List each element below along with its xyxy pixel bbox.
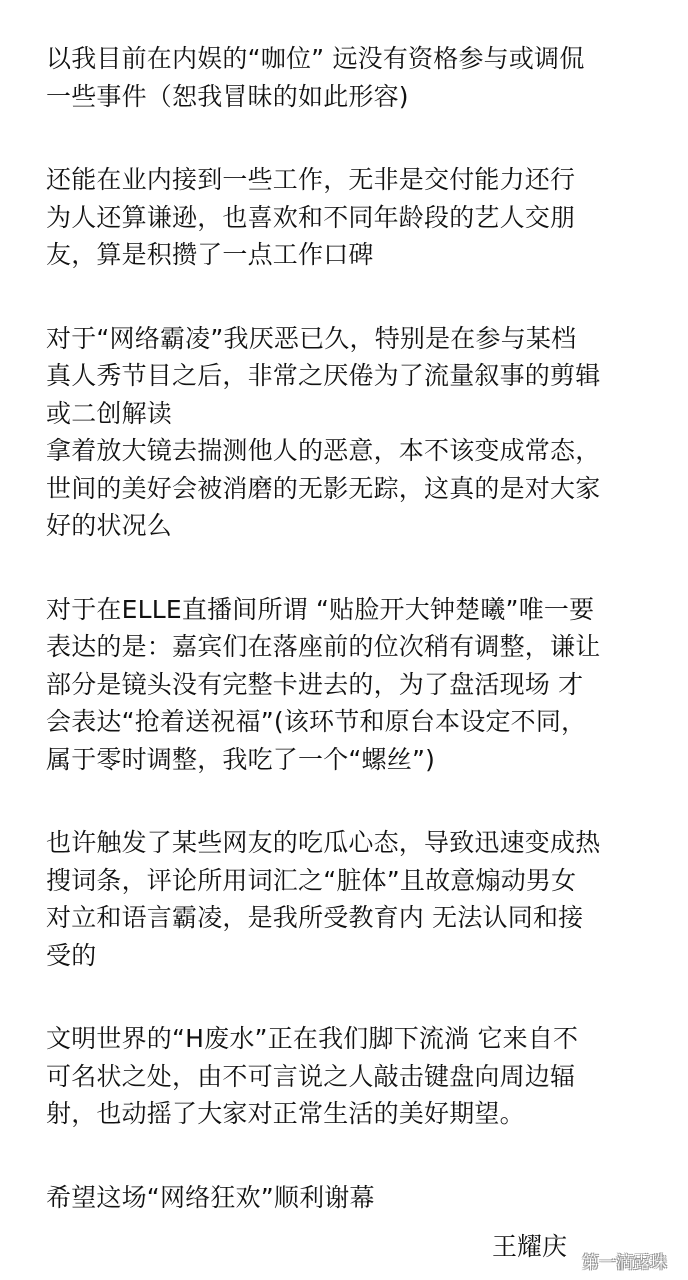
text-line: 为人还算谦逊，也喜欢和不同年龄段的艺人交朋	[46, 202, 576, 232]
text-line: 世间的美好会被消磨的无影无踪，这真的是对大家	[46, 473, 601, 503]
text-line: 对立和语言霸凌，是我所受教育内 无法认同和接	[46, 903, 584, 932]
text-line: 也许触发了某些网友的吃瓜心态，导致迅速变成热	[46, 828, 601, 857]
text-line: 友，算是积攒了一点工作口碑	[46, 240, 374, 269]
text-line: 还能在业内接到一些工作，无非是交付能力还行	[46, 165, 576, 194]
paragraph-4	[46, 591, 656, 779]
text-line: 对于在ELLE直播间所谓 “贴脸开大钟楚曦”唯一要	[46, 594, 595, 624]
text-line: 表达的是：嘉宾们在落座前的位次稍有调整，谦让	[46, 632, 601, 661]
text-line: 好的状况么	[46, 511, 173, 540]
text-line: 会表达“抢着送祝福”(该环节和原台本设定不同，	[46, 707, 587, 736]
text-line: 射，也动摇了大家对正常生活的美好期望。	[46, 1099, 525, 1128]
paragraph-6	[46, 1020, 656, 1133]
text-line: 对于“网络霸凌”我厌恶已久，特别是在参与某档	[46, 323, 577, 353]
statement-body	[46, 40, 656, 1262]
text-line: 文明世界的“H废水”正在我们脚下流淌 它来自不	[46, 1024, 579, 1053]
paragraph-3	[46, 320, 656, 545]
text-line: 或二创解读	[46, 398, 173, 428]
text-line: 以我目前在内娱的“咖位” 远没有资格参与或调侃	[46, 44, 585, 73]
paragraph-5	[46, 824, 656, 974]
text-line: 受的	[46, 940, 97, 970]
text-line: 拿着放大镜去揣测他人的恶意，本不该变成常态，	[46, 436, 601, 465]
text-line: 可名状之处，由不可言说之人敲击键盘向周边辐	[46, 1061, 576, 1091]
text-line: 真人秀节目之后，非常之厌倦为了流量叙事的剪辑	[46, 361, 601, 390]
signature: 王耀庆	[492, 1232, 568, 1261]
paragraph-7	[46, 1179, 656, 1217]
text-line: 搜词条，评论所用词汇之“脏体”且故意煽动男女	[46, 865, 577, 895]
paragraph-2	[46, 161, 656, 274]
watermark: 第一滴露珠	[582, 1253, 667, 1273]
text-line: 希望这场“网络狂欢”顺利谢幕	[46, 1182, 375, 1212]
text-line: 一些事件（恕我冒昧的如此形容)	[46, 81, 409, 111]
paragraph-1	[46, 40, 656, 115]
text-line: 部分是镜头没有完整卡进去的，为了盘活现场 才	[46, 669, 584, 699]
text-line: 属于零时调整，我吃了一个“螺丝”)	[46, 744, 436, 774]
